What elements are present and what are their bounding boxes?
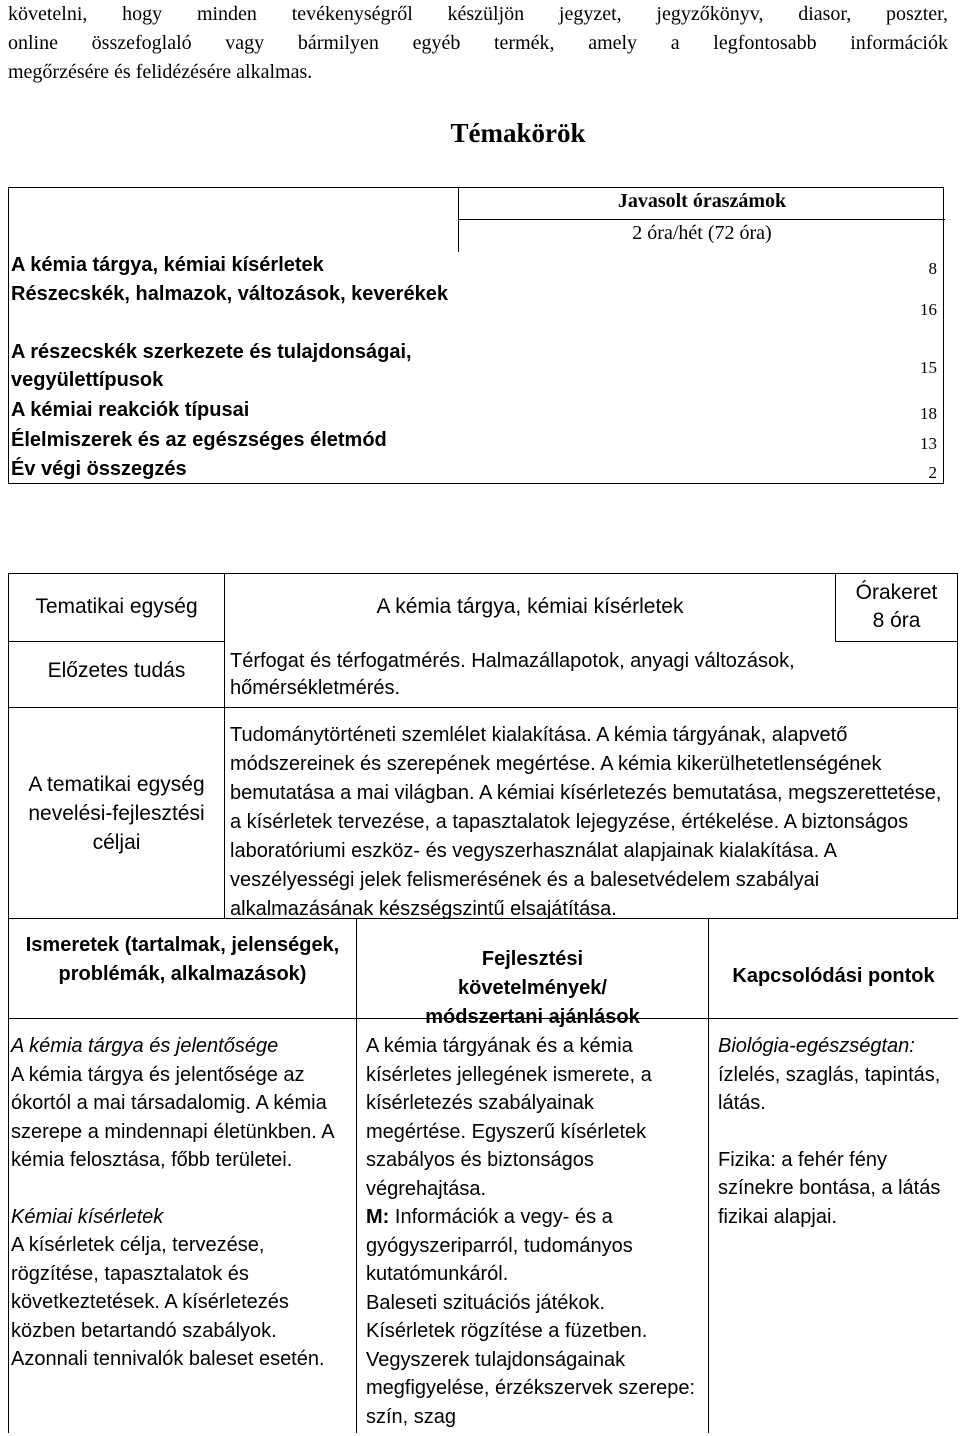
topic-name: Év végi összegzés: [11, 458, 187, 480]
topic-name: Élelmiszerek és az egészséges életmód: [11, 429, 387, 451]
spacer: [11, 1175, 346, 1203]
topic-hours: 2: [928, 463, 937, 482]
m-label: M:: [366, 1206, 390, 1228]
intro-line: követelni, hogy minden tevékenységről készüljön jegyzet, jegyzőkönyv, diasor, poszter,: [8, 3, 948, 25]
methods-paragraph: Kísérletek rögzítése a füzetben.: [366, 1320, 648, 1342]
intro-paragraph: [8, 0, 948, 87]
topics-title: Témakörök: [450, 118, 586, 148]
topic-hours: 8: [928, 259, 937, 278]
intro-line: megőrzésére és felidézésére alkalmas.: [8, 61, 313, 83]
methods-paragraph: A kémia tárgyának és a kémia kísérletes jellegének ismerete, a kísérletezés szabályainak megértése. Egyszerű kísérletek szabályos és biztonságos végrehajtása.: [366, 1035, 652, 1200]
topic-row: [9, 280, 943, 337]
unit-label: Tematikai egység: [35, 595, 198, 618]
intro-line: online összefoglaló vagy bármilyen egyéb termék, amely a legfontosabb információk: [8, 32, 948, 54]
connection-text: a fehér fény színekre bontása, a látás fizikai alapjai.: [718, 1148, 941, 1228]
methods-paragraph: [366, 1203, 696, 1289]
topic-hours: 13: [920, 434, 937, 453]
time-frame: [836, 579, 957, 635]
unit-table: [8, 573, 958, 1433]
table-border: [224, 573, 225, 918]
prior-knowledge-text: Térfogat és térfogatmérés. Halmazállapotok, anyagi változások, hőmérsékletmérés.: [230, 650, 795, 699]
topic-row: [9, 396, 943, 426]
table-border: [8, 573, 9, 1433]
connections-column: [718, 1032, 950, 1231]
time-label: Órakeret: [855, 581, 938, 604]
topic-hours: 16: [920, 300, 937, 319]
column-header-connections: Kapcsolódási pontok: [732, 965, 935, 987]
table-border: [8, 707, 958, 708]
topic-text: A kémia tárgya és jelentősége az ókortól a mai társadalomig. A kémia szerepe a mindennapi életünkben. A kémia felosztása, főbb területei.: [11, 1063, 334, 1171]
topic-name: A kémiai reakciók típusai: [11, 399, 250, 421]
topic-title: Kémiai kísérletek: [11, 1205, 164, 1228]
topic-name: Részecskék, halmazok, változások, keverékek: [11, 283, 448, 305]
prior-knowledge-label: Előzetes tudás: [47, 659, 186, 682]
table-border: [8, 573, 958, 574]
column-header-methods: Fejlesztési követelmények/ módszertani ajánlások: [425, 948, 640, 1028]
hours-header: Javasolt óraszámok: [617, 190, 787, 212]
connection-label: Biológia-egészségtan:: [718, 1035, 915, 1057]
column-header-content: Ismeretek (tartalmak, jelenségek, problémák, alkalmazások): [25, 934, 340, 985]
topic-name: A kémia tárgya, kémiai kísérletek: [11, 254, 324, 276]
time-value: 8 óra: [872, 609, 921, 632]
unit-title: A kémia tárgya, kémiai kísérletek: [376, 595, 684, 618]
topic-title: A kémia tárgya és jelentősége: [11, 1035, 279, 1057]
topic-name: A részecskék szerkezete és tulajdonságai, vegyülettípusok: [11, 341, 412, 391]
goals-label: A tematikai egység nevelési-fejlesztési céljai: [28, 773, 205, 854]
content-column: [11, 1032, 346, 1374]
topic-row: [9, 251, 943, 281]
topic-hours: 18: [920, 404, 937, 423]
hours-subheader: 2 óra/hét (72 óra): [632, 222, 772, 244]
topic-hours: 15: [920, 358, 937, 377]
methods-column: [366, 1032, 696, 1431]
methods-paragraph: Baleseti szituációs játékok.: [366, 1291, 606, 1314]
connection-label: Fizika:: [718, 1148, 776, 1171]
connection-text: ízlelés, szaglás, tapintás, látás.: [718, 1063, 941, 1114]
table-divider: [458, 219, 945, 220]
table-border: [708, 918, 709, 1433]
spacer: [718, 1118, 950, 1146]
table-border: [835, 641, 958, 642]
table-border: [8, 641, 224, 642]
topic-row: [9, 338, 943, 395]
topic-text: A kísérletek célja, tervezése, rögzítése, tapasztalatok és következtetések. A kísérletezés közben betartandó szabályok. Azonnali tennivalók baleset esetén.: [11, 1234, 325, 1370]
methods-paragraph: Vegyszerek tulajdonságainak megfigyelése, érzékszervek szerepe: szín, szag: [366, 1348, 696, 1428]
table-border: [957, 573, 958, 918]
m-text: Információk a vegy- és a gyógyszeriparról, tudományos kutatómunkáról.: [366, 1206, 633, 1285]
topics-table: [8, 187, 944, 484]
topic-row: [9, 455, 943, 485]
goals-text: Tudománytörténeti szemlélet kialakítása. A kémia tárgyának, alapvető módszereinek és szerepének megértése. A kémia kikerülhetetlenségének bemutatása a mai világban. A kémiai kísérletezés bemutatása, megszerettetése, a kísérletek tervezése, a tapasztalatok lejegyzése, értékelése. A biztonságos laboratóriumi eszköz- és vegyszerhasználat alapjainak kialakítása. A veszélyességi jelek felismerésének és a balesetvédelem szabályai alkalmazásának készségszintű elsajátítása.: [230, 724, 942, 920]
topic-row: [9, 426, 943, 456]
connection-entry: [718, 1146, 950, 1232]
